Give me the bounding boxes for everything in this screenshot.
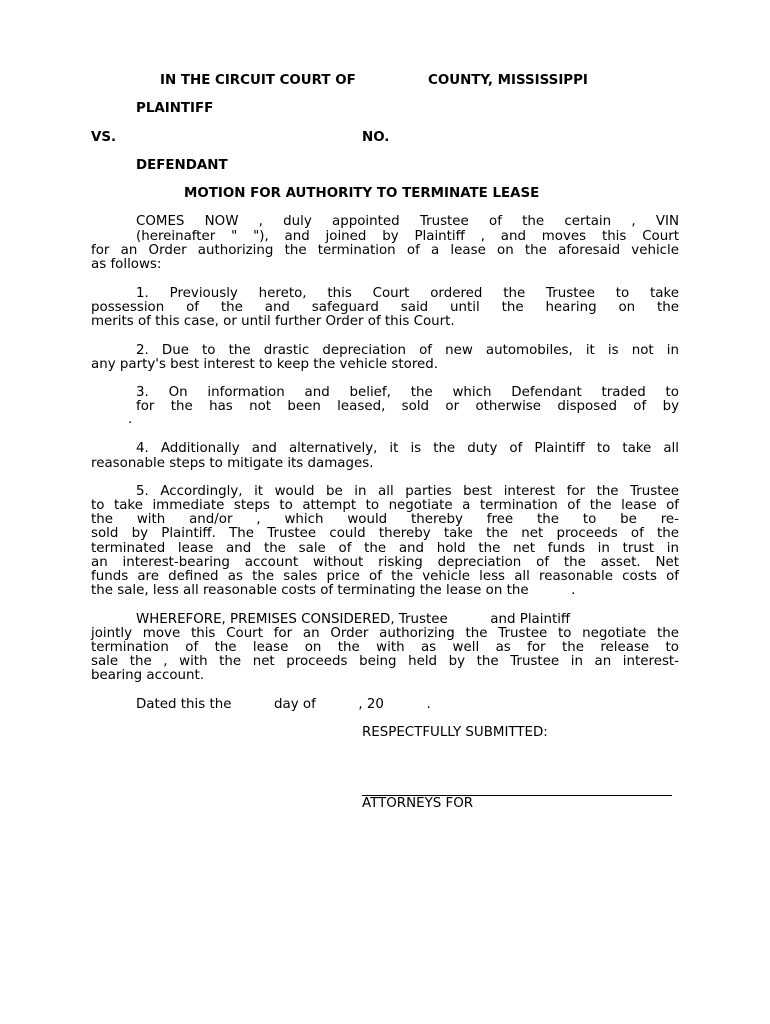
para5-line-5: terminated lease and the sale of the and hold the net funds in trust in	[91, 541, 679, 556]
para5-line-4: sold by Plaintiff. The Trustee could thereby take the net proceeds of the	[91, 526, 679, 541]
para1-line-3: merits of this case, or until further Order of this Court.	[91, 314, 455, 329]
para5-line-8: the sale, less all reasonable costs of terminating the lease on the .	[91, 583, 576, 598]
respectfully-submitted: RESPECTFULLY SUBMITTED:	[362, 725, 548, 740]
county-label: COUNTY, MISSISSIPPI	[428, 73, 588, 88]
defendant-label: DEFENDANT	[136, 158, 228, 173]
wherefore-line-1: WHEREFORE, PREMISES CONSIDERED, Trustee and Plaintiff	[136, 612, 571, 627]
dated-line: Dated this the day of , 20 .	[136, 697, 431, 712]
intro-line-3: for an Order authorizing the termination of a lease on the aforesaid vehicle	[91, 243, 679, 258]
intro-line-1: COMES NOW , duly appointed Trustee of the certain , VIN	[136, 214, 679, 229]
wherefore-line-4: sale the , with the net proceeds being held by the Trustee in an interest-	[91, 654, 679, 669]
court-label: IN THE CIRCUIT COURT OF	[160, 73, 356, 88]
para5-line-2: to take immediate steps to attempt to negotiate a termination of the lease of	[91, 498, 679, 513]
wherefore-line-3: termination of the lease on the with as well as for the release to	[91, 640, 679, 655]
versus-label: VS.	[91, 130, 117, 145]
document-title: MOTION FOR AUTHORITY TO TERMINATE LEASE	[184, 186, 540, 201]
wherefore-line-5: bearing account.	[91, 668, 205, 683]
para4-line-2: reasonable steps to mitigate its damages.	[91, 456, 374, 471]
para5-line-6: an interest-bearing account without risking depreciation of the asset. Net	[91, 555, 679, 570]
case-number-label: NO.	[362, 130, 390, 145]
para3-line-3: .	[128, 412, 133, 427]
para3-line-2: for the has not been leased, sold or otherwise disposed of by	[136, 399, 679, 414]
para4-line-1: 4. Additionally and alternatively, it is the duty of Plaintiff to take all	[136, 441, 679, 456]
para2-line-2: any party's best interest to keep the vehicle stored.	[91, 357, 439, 372]
plaintiff-label: PLAINTIFF	[136, 101, 214, 116]
para5-line-1: 5. Accordingly, it would be in all parties best interest for the Trustee	[136, 484, 679, 499]
para5-line-3: the with and/or , which would thereby free the to be re-	[91, 512, 679, 527]
wherefore-line-2: jointly move this Court for an Order authorizing the Trustee to negotiate the	[91, 626, 679, 641]
para2-line-1: 2. Due to the drastic depreciation of new automobiles, it is not in	[136, 343, 679, 358]
para1-line-1: 1. Previously hereto, this Court ordered the Trustee to take	[136, 286, 679, 301]
intro-line-4: as follows:	[91, 257, 162, 272]
intro-line-2: (hereinafter " "), and joined by Plaintiff , and moves this Court	[136, 229, 679, 244]
para5-line-7: funds are defined as the sales price of the vehicle less all reasonable costs of	[91, 569, 679, 584]
para1-line-2: possession of the and safeguard said until the hearing on the	[91, 300, 679, 315]
attorneys-for: ATTORNEYS FOR	[362, 796, 474, 811]
para3-line-1: 3. On information and belief, the which Defendant traded to	[136, 385, 679, 400]
